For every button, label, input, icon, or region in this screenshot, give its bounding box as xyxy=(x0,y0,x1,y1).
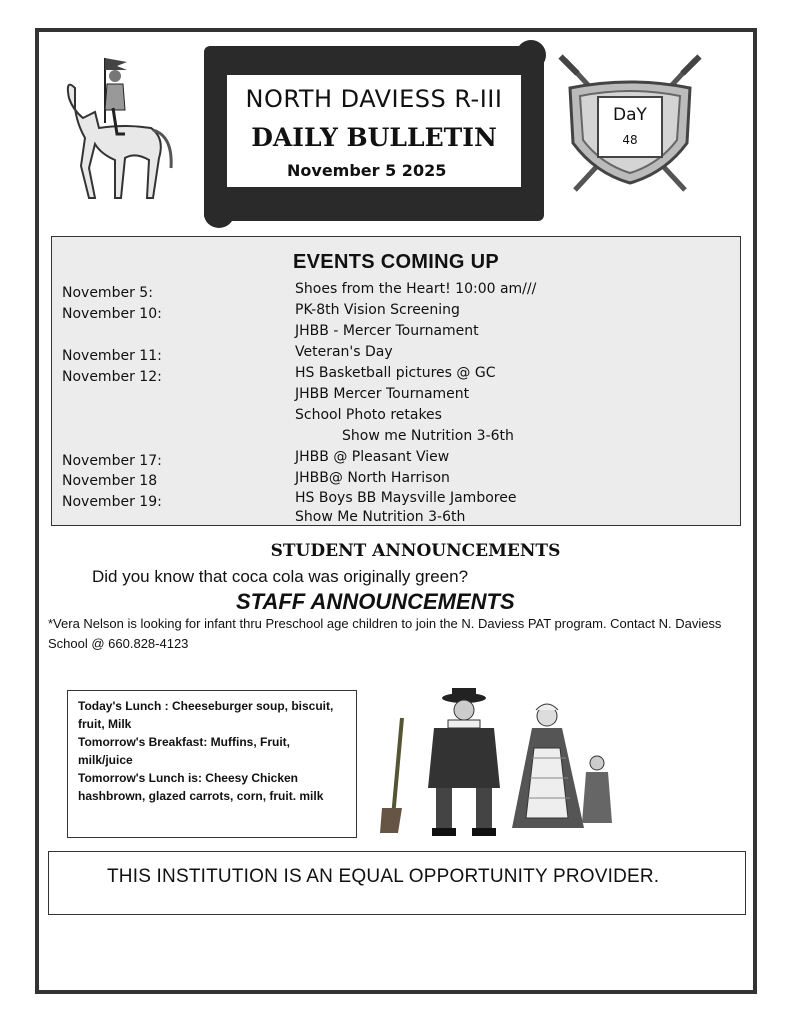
student-announcement-text: Did you know that coca cola was originally green? xyxy=(92,567,469,586)
scroll-curl xyxy=(204,200,234,228)
events-title: EVENTS COMING UP xyxy=(293,251,499,273)
event-item: School Photo retakes xyxy=(295,407,442,423)
school-name: NORTH DAVIESS R-III xyxy=(245,85,503,113)
event-item: JHBB@ North Harrison xyxy=(295,470,450,486)
bulletin-date: November 5 2025 xyxy=(287,161,447,180)
event-date: November 19: xyxy=(62,494,162,510)
event-item: JHBB @ Pleasant View xyxy=(295,449,450,465)
event-item: Veteran's Day xyxy=(295,344,393,360)
event-item: JHBB - Mercer Tournament xyxy=(295,323,479,339)
header-title-box xyxy=(224,72,524,190)
staff-announcements-title: STAFF ANNOUNCEMENTS xyxy=(236,589,515,614)
event-item: HS Basketball pictures @ GC xyxy=(295,365,496,381)
event-date: November 5: xyxy=(62,285,153,301)
lunch-menu-box xyxy=(67,690,357,838)
day-label: DaY xyxy=(613,105,647,125)
equal-opportunity-notice: THIS INSTITUTION IS AN EQUAL OPPORTUNITY PROVIDER. xyxy=(107,866,660,887)
day-counter-badge xyxy=(597,96,663,158)
bulletin-title: DAILY BULLETIN xyxy=(251,123,497,152)
event-date: November 17: xyxy=(62,453,162,469)
event-date: November 12: xyxy=(62,369,162,385)
scroll-curl xyxy=(516,40,546,70)
event-date: November 18 xyxy=(62,473,158,489)
day-number: 48 xyxy=(622,133,638,147)
tomorrows-breakfast: Tomorrow's Breakfast: Muffins, Fruit, milk/juice xyxy=(78,735,290,767)
event-item: JHBB Mercer Tournament xyxy=(295,386,470,402)
knight-on-horse-illustration xyxy=(55,48,180,208)
staff-announcement-text: *Vera Nelson is looking for infant thru Preschool age children to join the N. Daviess PAT program. Contact N. Daviess School @ 660.828-4123 xyxy=(48,616,722,651)
events-panel xyxy=(51,236,741,526)
tomorrows-lunch: Tomorrow's Lunch is: Cheesy Chicken hashbrown, glazed carrots, corn, fruit. milk xyxy=(78,771,324,803)
event-item: Show Me Nutrition 3-6th xyxy=(295,509,466,525)
event-date: November 11: xyxy=(62,348,162,364)
event-item: PK-8th Vision Screening xyxy=(295,302,460,318)
event-item: Shoes from the Heart! 10:00 am/// xyxy=(295,281,537,297)
event-item: Show me Nutrition 3-6th xyxy=(342,428,514,444)
todays-lunch: Today's Lunch : Cheeseburger soup, biscuit, fruit, Milk xyxy=(78,699,334,731)
event-item: HS Boys BB Maysville Jamboree xyxy=(295,490,517,506)
equal-opportunity-box xyxy=(48,851,746,915)
pilgrims-illustration xyxy=(372,688,617,843)
student-announcements-title: STUDENT ANNOUNCEMENTS xyxy=(270,541,561,561)
event-date: November 10: xyxy=(62,306,162,322)
